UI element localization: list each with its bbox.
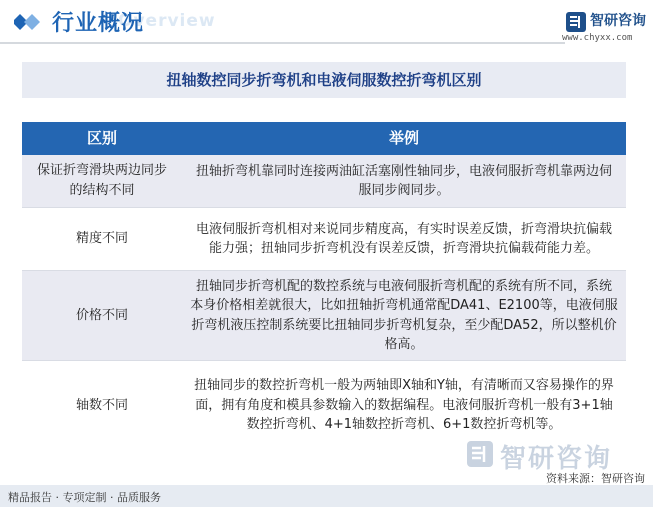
row-label: 价格不同 xyxy=(75,307,128,323)
row-label: 轴数不同 xyxy=(75,397,128,413)
brand-url: www.chyxx.com xyxy=(562,33,633,43)
brand-name: 智研咨询 xyxy=(590,13,646,29)
table-title: 扭轴数控同步折弯机和电液伺服数控折弯机区别 xyxy=(22,62,626,98)
header-divider xyxy=(0,42,565,44)
comparison-table xyxy=(22,122,626,450)
page-header xyxy=(0,0,653,52)
table-header-row xyxy=(22,122,626,155)
row-text: 扭轴折弯机靠同时连接两油缸活塞刚性轴同步，电液伺服折弯机靠两边伺服同步阀同步。 xyxy=(195,163,612,198)
row-text: 扭轴同步折弯机配的数控系统与电液伺服折弯机配的系统有所不同，系统本身价格相差就很大，比如扭轴折弯机通常配DA41、E2100等，电液伺服折弯机液压控制系统要比扭轴同步折弯机复杂，至少配DA52，所以整机价格高。 xyxy=(190,278,618,352)
page-footer xyxy=(0,485,653,507)
row-label: 精度不同 xyxy=(75,231,128,246)
table-row xyxy=(22,271,626,360)
footer-tagline: 精品报告 · 专项定制 · 品质服务 xyxy=(8,491,161,504)
row-text: 电液伺服折弯机相对来说同步精度高，有实时误差反馈，折弯滑块抗偏载能力强；扭轴同步折弯机没有误差反馈，折弯滑块抗偏载荷能力差。 xyxy=(195,221,612,256)
table-row xyxy=(22,361,626,450)
brand-logo-icon xyxy=(565,11,587,33)
row-label: 保证折弯滑块两边同步的结构不同 xyxy=(36,163,167,198)
row-text: 扭轴同步的数控折弯机一般为两轴即X轴和Y轴，有清晰而又容易操作的界面，拥有角度和模具参数输入的数据编程。电液伺服折弯机一般有3+1轴数控折弯机、4+1轴数控折弯机、6+1数控折弯机等。 xyxy=(194,378,614,433)
header-cell-example: 举例 xyxy=(388,129,419,147)
header-title: 行业概况 xyxy=(52,11,145,36)
diamond-bullets-icon xyxy=(14,12,44,32)
header-subtitle: Overview xyxy=(118,11,216,31)
source-note: 资料来源：智研咨询 xyxy=(546,472,645,485)
watermark-logo-icon xyxy=(466,440,494,468)
watermark-text: 智研咨询 xyxy=(500,444,613,474)
header-cell-difference: 区别 xyxy=(86,129,117,147)
table-row xyxy=(22,155,626,207)
table-row xyxy=(22,208,626,270)
